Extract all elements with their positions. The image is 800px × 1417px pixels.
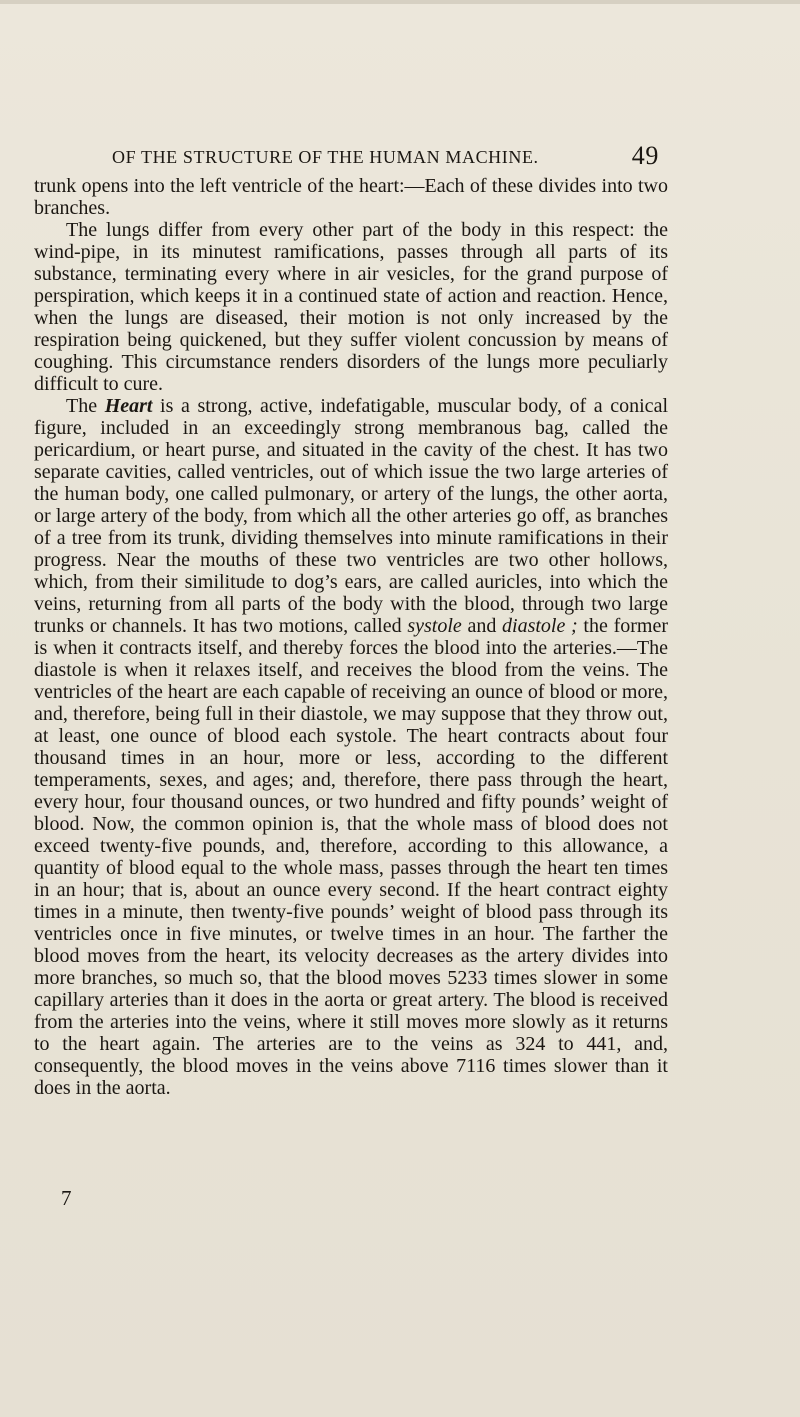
signature-mark: 7 — [61, 1186, 72, 1210]
running-head — [112, 143, 657, 173]
page-number: 49 — [631, 141, 659, 170]
systole-term: systole — [407, 615, 462, 637]
running-title: OF THE STRUCTURE OF THE HUMAN MACHINE. — [112, 147, 539, 167]
paragraph-heart — [34, 395, 668, 1099]
heart-intro-text: The — [66, 395, 105, 417]
heart-term: Heart — [104, 395, 153, 417]
diastole-term: diastole ; — [502, 615, 578, 637]
body-text — [34, 175, 668, 1099]
paragraph-lungs: The lungs differ from every other part of the body in this respect: the wind-pipe, in its minutest ramifications, passes through all parts of its substance, terminating every where in air vesicles, for the grand purpose of perspiration, which keeps it in a continued state of action and reaction. Hence, when the lungs are diseased, their motion is not only increased by the respiration being quickened, but they suffer violent concussion by means of coughing. This circumstance renders disorders of the lungs more peculiarly difficult to cure. — [34, 219, 668, 395]
top-scan-edge — [0, 0, 800, 4]
heart-remainder-text: the former is when it contracts itself, and thereby forces the blood into the arteries.—The diastole is when it relaxes itself, and receives the blood from the veins. The ventricles of the heart are each capable of receiving an ounce of blood or more, and, therefore, being full in their diastole, we may suppose that they throw out, at least, one ounce of blood each systole. The heart contracts about four thousand times in an hour, more or less, according to the different temperaments, sexes, and ages; and, therefore, there pass through the heart, every hour, four thousand ounces, or two hundred and fifty pounds’ weight of blood. Now, the common opinion is, that the whole mass of blood does not exceed twenty-five pounds, and, therefore, according to this allowance, a quantity of blood equal to the whole mass, passes through the heart ten times in an hour; that is, about an ounce every second. If the heart contract eighty times in a minute, then twenty-five pounds’ weight of blood pass through its ventricles once in five minutes, or twelve times in an hour. The farther the blood moves from the heart, its velocity decreases as the artery divides into more branches, so much so, that the blood moves 5233 times slower in some capillary arteries than it does in the aorta or great artery. The blood is received from the arteries into the veins, where it still moves more slowly as it returns to the heart again. The arteries are to the veins as 324 to 441, and, consequently, the blood moves in the veins above 7116 times slower than it does in the aorta. — [34, 615, 668, 1099]
conjunction-text: and — [461, 615, 503, 637]
paragraph-continuation: trunk opens into the left ventricle of the heart:—Each of these divides into two branches. — [34, 175, 668, 219]
heart-description-text: is a strong, active, indefatigable, muscular body, of a conical figure, included in an exceedingly strong membranous bag, called the pericardium, or heart purse, and situated in the cavity of the chest. It has two separate cavities, called ventricles, out of which issue the two large arteries of the human body, one called pulmonary, or artery of the lungs, the other aorta, or large artery of the body, from which all the other arteries go off, as branches of a tree from its trunk, dividing themselves into minute ramifications in their progress. Near the mouths of these two ventricles are two other hollows, which, from their similitude to dog’s ears, are called auricles, into which the veins, returning from all parts of the body with the blood, through two large trunks or channels. It has two motions, called — [34, 395, 668, 637]
